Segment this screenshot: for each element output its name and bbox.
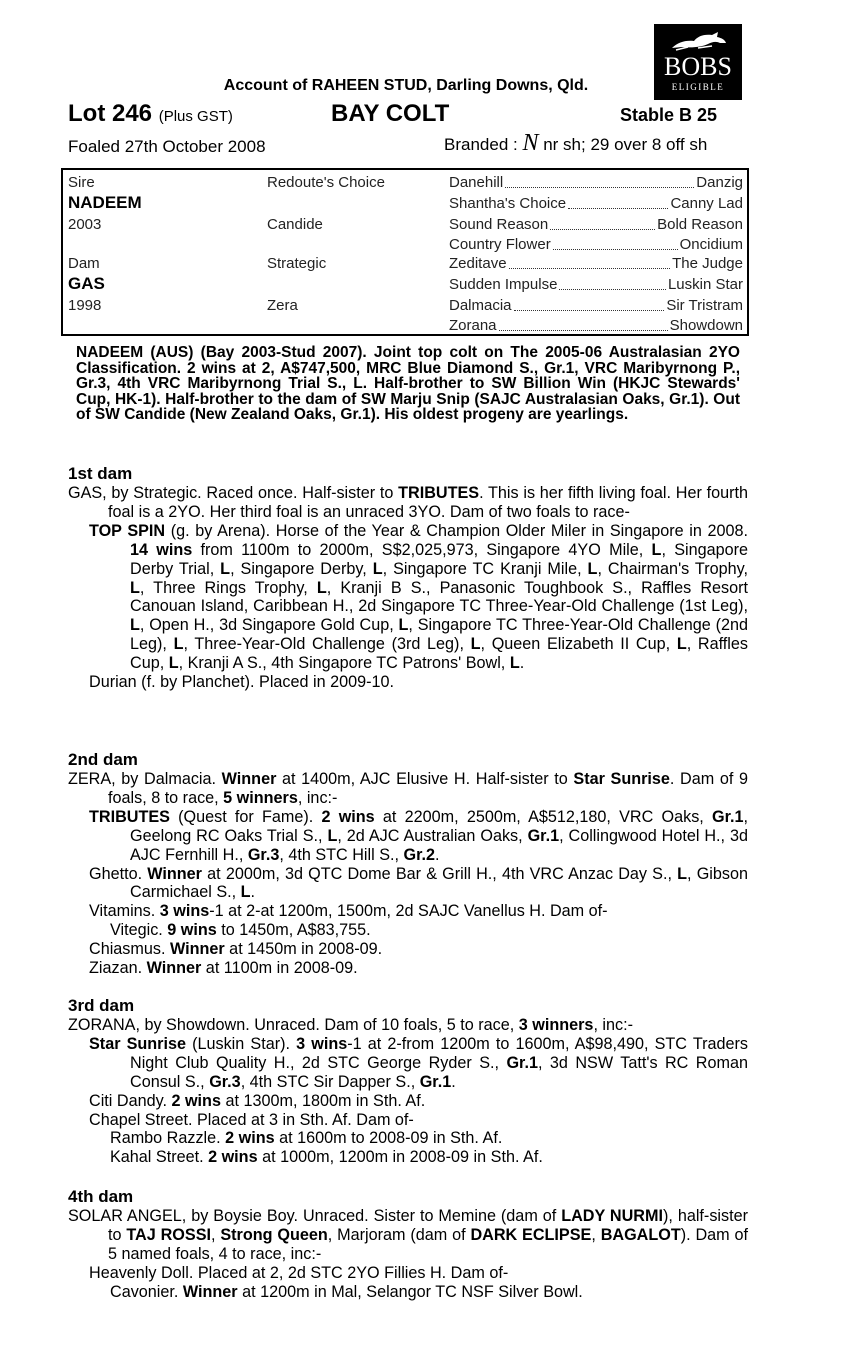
- pedigree-paragraph: GAS, by Strategic. Raced once. Half-sister to TRIBUTES. This is her fifth living foal. Her fourth foal is a 2YO. Her third foal is an unraced 3YO. Dam of two foals to race-: [68, 484, 748, 521]
- pedigree-paragraph: Vitamins. 3 wins-1 at 2-at 1200m, 1500m, 2d SAJC Vanellus H. Dam of-: [89, 902, 608, 921]
- sire-year: 2003: [68, 216, 102, 233]
- stable-number: Stable B 25: [620, 105, 718, 125]
- pedigree-paragraph: TOP SPIN (g. by Arena). Horse of the Year & Champion Older Miler in Singapore in 2008. 14 wins from 1100m to 2000m, S$2,025,973, Singapore 4YO Mile, L, Singapore Derby Trial, L, Singapore Derby, L, Singapore TC Kranji Mile, L, Chairman's Trophy, L, Three Rings Trophy, L, Kranji B S., Panasonic Toughbook S., Raffles Resort Canouan Island, Caribbean H., 2d Singapore TC Three-Year-Old Challenge (1st Leg), L, Open H., 3d Singapore Gold Cup, L, Singapore TC Three-Year-Old Challenge (2nd Leg), L, Three-Year-Old Challenge (3rd Leg), L, Queen Elizabeth II Cup, L, Raffles Cup, L, Kranji A S., 4th Singapore TC Patrons' Bowl, L.: [89, 521, 749, 673]
- sire-name: NADEEM: [68, 193, 142, 212]
- section-heading: 1st dam: [68, 464, 133, 483]
- pedigree-paragraph: Ghetto. Winner at 2000m, 3d QTC Dome Bar & Grill H., 4th VRC Anzac Day S., L, Gibson Carmichael S., L.: [89, 864, 748, 902]
- pedigree-paragraph: Rambo Razzle. 2 wins at 1600m to 2008-09 in Sth. Af.: [110, 1129, 503, 1148]
- grandparent-row: Zeditave The Judge: [449, 255, 743, 272]
- grandparent-row: Zorana Showdown: [449, 317, 743, 334]
- pedigree-paragraph: Citi Dandy. 2 wins at 1300m, 1800m in Sth. Af.: [89, 1091, 426, 1110]
- pedigree-paragraph: ZORANA, by Showdown. Unraced. Dam of 10 foals, 5 to race, 3 winners, inc:-: [68, 1016, 634, 1034]
- pedigree-paragraph: Kahal Street. 2 wins at 1000m, 1200m in 2008-09 in Sth. Af.: [110, 1148, 543, 1167]
- brand-info: [444, 130, 707, 157]
- pedigree-paragraph: Ziazan. Winner at 1100m in 2008-09.: [89, 959, 358, 978]
- section-body: [68, 770, 748, 978]
- brand-symbol: N: [522, 130, 539, 156]
- pedigree-paragraph: Star Sunrise (Luskin Star). 3 wins-1 at 2-from 1200m to 1600m, A$98,490, STC Traders Night Club Quality H., 2d STC George Ryder S., Gr.1, 3d NSW Tatt's RC Roman Consul S., Gr.3, 4th STC Sir Dapper S., Gr.1.: [89, 1034, 748, 1091]
- pedigree-paragraph: Chapel Street. Placed at 3 in Sth. Af. Dam of-: [89, 1110, 414, 1129]
- horse-description: BAY COLT: [331, 100, 450, 127]
- grandparent-row: Sound Reason Bold Reason: [449, 216, 743, 233]
- pedigree-paragraph: SOLAR ANGEL, by Boysie Boy. Unraced. Sister to Memine (dam of LADY NURMI), half-sister to TAJ ROSSI, Strong Queen, Marjoram (dam of DARK ECLIPSE, BAGALOT). Dam of 5 named foals, 4 to race, inc:-: [68, 1207, 749, 1263]
- section-body: [68, 484, 748, 692]
- gst-note: (Plus GST): [158, 108, 233, 125]
- grandparent-row: Sudden Impulse Luskin Star: [449, 276, 743, 293]
- section-body: [68, 1207, 748, 1302]
- grandparent-row: Dalmacia Sir Tristram: [449, 297, 743, 314]
- pedigree-paragraph: Chiasmus. Winner at 1450m in 2008-09.: [89, 940, 383, 959]
- logo-name: BOBS: [664, 52, 732, 81]
- dam-year: 1998: [68, 297, 102, 314]
- section-heading: 2nd dam: [68, 750, 138, 769]
- sire-note: NADEEM (AUS) (Bay 2003-Stud 2007). Joint top colt on The 2005-06 Australasian 2YO Classification. 2 wins at 2, A$747,500, MRC Blue Diamond S., Gr.1, VRC Maribyrnong P., Gr.3, 4th VRC Maribyrnong Trial S., L. Half-brother to SW Billion Win (HKJC Stewards' Cup, HK-1). Half-brother to the dam of SW Marju Snip (SAJC Australasian Oaks, Gr.1). Out of SW Candide (New Zealand Oaks, Gr.1). His oldest progeny are yearlings.: [76, 344, 740, 424]
- pedigree-paragraph: Cavonier. Winner at 1200m in Mal, Selangor TC NSF Silver Bowl.: [110, 1282, 583, 1301]
- account-line: Account of RAHEEN STUD, Darling Downs, Qld.: [223, 77, 589, 94]
- pedigree-table: [61, 168, 749, 336]
- pedigree-paragraph: Vitegic. 9 wins to 1450m, A$83,755.: [110, 921, 371, 940]
- dam-section-4: [68, 1187, 748, 1302]
- pedigree-paragraph: Heavenly Doll. Placed at 2, 2d STC 2YO Fillies H. Dam of-: [89, 1263, 509, 1282]
- grandparent-row: Country Flower Oncidium: [449, 236, 743, 253]
- dam-section-2: [68, 750, 748, 978]
- grandparent-row: Danehill Danzig: [449, 174, 743, 191]
- dam-section-3: [68, 996, 748, 1167]
- section-body: [68, 1016, 748, 1167]
- lot-number: [68, 100, 233, 128]
- dam-sire: Strategic: [267, 255, 327, 272]
- branded-prefix: Branded :: [444, 135, 518, 154]
- foaled-date: Foaled 27th October 2008: [68, 137, 266, 156]
- sire-sire: Redoute's Choice: [267, 174, 385, 191]
- pedigree-paragraph: ZERA, by Dalmacia. Winner at 1400m, AJC Elusive H. Half-sister to Star Sunrise. Dam of 9 foals, 8 to race, 5 winners, inc:-: [68, 770, 748, 807]
- pedigree-paragraph: TRIBUTES (Quest for Fame). 2 wins at 2200m, 2500m, A$512,180, VRC Oaks, Gr.1, Geelong RC Oaks Trial S., L, 2d AJC Australian Oaks, Gr.1, Collingwood Hotel H., 3d AJC Fernhill H., Gr.3, 4th STC Hill S., Gr.2.: [89, 807, 749, 864]
- dam-dam: Zera: [267, 297, 298, 314]
- section-heading: 3rd dam: [68, 996, 135, 1015]
- grandparent-row: Shantha's Choice Canny Lad: [449, 195, 743, 212]
- horse-icon: [668, 30, 728, 54]
- dam-label: Dam: [68, 255, 100, 272]
- section-heading: 4th dam: [68, 1187, 134, 1206]
- dam-name: GAS: [68, 274, 105, 293]
- sire-label: Sire: [68, 174, 95, 191]
- lot-label: Lot 246: [68, 100, 153, 127]
- branded-suffix: nr sh; 29 over 8 off sh: [543, 135, 708, 154]
- logo-sub: ELIGIBLE: [671, 82, 725, 92]
- sire-dam: Candide: [267, 216, 323, 233]
- dam-section-1: [68, 464, 748, 692]
- pedigree-paragraph: Durian (f. by Planchet). Placed in 2009-10.: [89, 673, 395, 692]
